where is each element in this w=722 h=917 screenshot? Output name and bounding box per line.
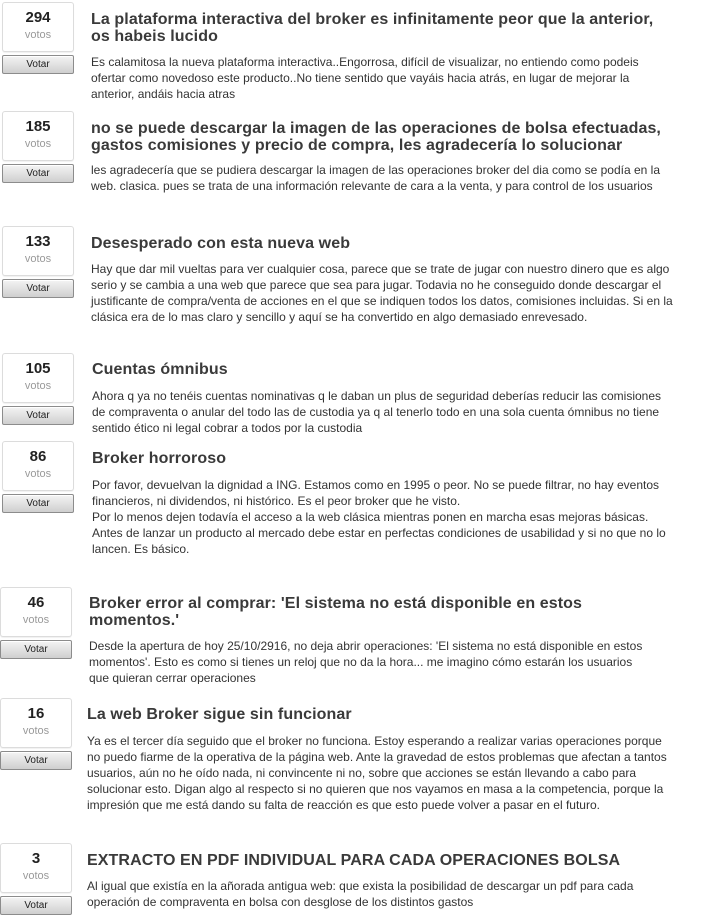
idea-title[interactable]: La plataforma interactiva del broker es infinitamente peor que la anterior, os habeis lucido	[91, 11, 654, 45]
vote-count-box	[0, 843, 72, 893]
idea-content	[87, 706, 667, 813]
vote-button[interactable]: Votar	[2, 406, 74, 425]
vote-unit-label: votos	[24, 29, 52, 41]
vote-unit-label: votos	[22, 870, 50, 882]
vote-count: 105	[25, 360, 51, 377]
idea-title[interactable]: no se puede descargar la imagen de las operaciones de bolsa efectuadas, gastos comisiones y precio de compra, les agradecería lo solucionar	[91, 120, 661, 154]
vote-unit-label: votos	[24, 380, 52, 392]
idea-content	[89, 595, 649, 684]
idea-description: Es calamitosa la nueva plataforma interactiva..Engorrosa, difícil de visualizar, no entiendo como podeis ofertar como novedoso este producto..No tiene sentido que vayáis hacia atrás, en lugar de mejorar la anterior, andáis hacia atras	[91, 55, 639, 101]
idea-description: Al igual que existía en la añorada antigua web: que exista la posibilidad de descargar un pdf para cada operación de compraventa en bolsa con desglose de los distintos gastos	[87, 879, 634, 909]
vote-button[interactable]: Votar	[0, 640, 72, 659]
idea-description: Desde la apertura de hoy 25/10/2916, no deja abrir operaciones: 'El sistema no está disponible en estos momentos'. Esto es como si tienes un reloj que no da la hora... me imagino cómo estarán los usuarios que quieran cerrar operaciones	[89, 639, 643, 684]
idea-title[interactable]: Desesperado con esta nueva web	[91, 235, 351, 252]
vote-count: 3	[31, 850, 41, 867]
vote-button[interactable]: Votar	[2, 494, 74, 513]
idea-title[interactable]: EXTRACTO EN PDF INDIVIDUAL PARA CADA OPERACIONES BOLSA	[87, 852, 621, 869]
idea-content	[91, 120, 681, 194]
vote-button[interactable]: Votar	[0, 751, 72, 770]
vote-button[interactable]: Votar	[2, 164, 74, 183]
vote-button[interactable]: Votar	[0, 896, 72, 915]
vote-count-box	[2, 353, 74, 403]
vote-count: 294	[25, 9, 51, 26]
idea-title[interactable]: Cuentas ómnibus	[92, 361, 228, 378]
vote-count: 46	[27, 594, 45, 611]
vote-count: 16	[27, 705, 45, 722]
idea-content	[91, 235, 676, 325]
vote-unit-label: votos	[24, 138, 52, 150]
idea-title[interactable]: La web Broker sigue sin funcionar	[87, 706, 352, 723]
idea-title[interactable]: Broker horroroso	[92, 450, 227, 467]
idea-title[interactable]: Broker error al comprar: 'El sistema no está disponible en estos momentos.'	[89, 595, 583, 629]
idea-description: Por favor, devuelvan la dignidad a ING. Estamos como en 1995 o peor. No se puede filtrar, no hay eventos financieros, ni dividendos, ni histórico. Es el peor broker que he visto. Por lo menos dejen todavía el acceso a la web clásica mientras ponen en marcha esas mejoras básicas. Antes de lanzar un producto al mercado debe estar en perfectas condiciones de usabilidad y si no que no lo lancen. Es básico.	[92, 478, 666, 556]
vote-unit-label: votos	[22, 725, 50, 737]
idea-description: les agradecería que se pudiera descargar la imagen de las operaciones broker del dia como se podía en la web. clasica. pues se trata de una información relevante de cara a la venta, y para control de los usuarios	[91, 163, 661, 193]
vote-count: 86	[29, 448, 47, 465]
idea-description: Hay que dar mil vueltas para ver cualquier cosa, parece que se trate de jugar con nuestro dinero que es algo serio y se cambia a una web que parece que sea para jugar. Todavia no he conseguido donde descargar el justificante de compra/venta de acciones en el que se indiquen todos los datos, comisiones incluidas. Si en la clásica era de lo mas claro y sencillo y aquí se ha convertido en algo demasiado enrevesado.	[91, 262, 673, 324]
idea-content	[92, 361, 662, 436]
vote-count-box	[2, 226, 74, 276]
idea-description: Ahora q ya no tenéis cuentas nominativas q le daban un plus de seguridad deberías reducir las comisiones de compraventa o anular del todo las de custodia ya q al tenerlo todo en una sola cuenta ómnibus no tiene sentido ético ni legal cobrar a todos por la custodia	[92, 389, 662, 435]
vote-count-box	[0, 698, 72, 748]
vote-button[interactable]: Votar	[2, 279, 74, 298]
vote-unit-label: votos	[22, 614, 50, 626]
vote-unit-label: votos	[24, 253, 52, 265]
idea-description: Ya es el tercer día seguido que el broker no funciona. Estoy esperando a realizar varias operaciones porque no puedo fiarme de la operativa de la página web. Ante la gravedad de estos problemas que afectan a tantos usuarios, aún no he oído nada, ni convincente ni no, sobre que acciones se están llevando a cabo para solucionar esto. Digan algo al respecto si no quieren que nos vayamos en masa a la competencia, porque la impresión que me está dando su falta de reacción es que esto puede volver a pasar en el futuro.	[87, 734, 667, 812]
vote-count-box	[2, 2, 74, 52]
vote-count-box	[2, 111, 74, 161]
vote-button[interactable]: Votar	[2, 55, 74, 74]
idea-content	[87, 852, 667, 910]
vote-count-box	[0, 587, 72, 637]
vote-count: 185	[25, 118, 51, 135]
vote-count: 133	[25, 233, 51, 250]
idea-content	[91, 11, 661, 102]
vote-count-box	[2, 441, 74, 491]
vote-unit-label: votos	[24, 468, 52, 480]
idea-content	[92, 450, 677, 557]
